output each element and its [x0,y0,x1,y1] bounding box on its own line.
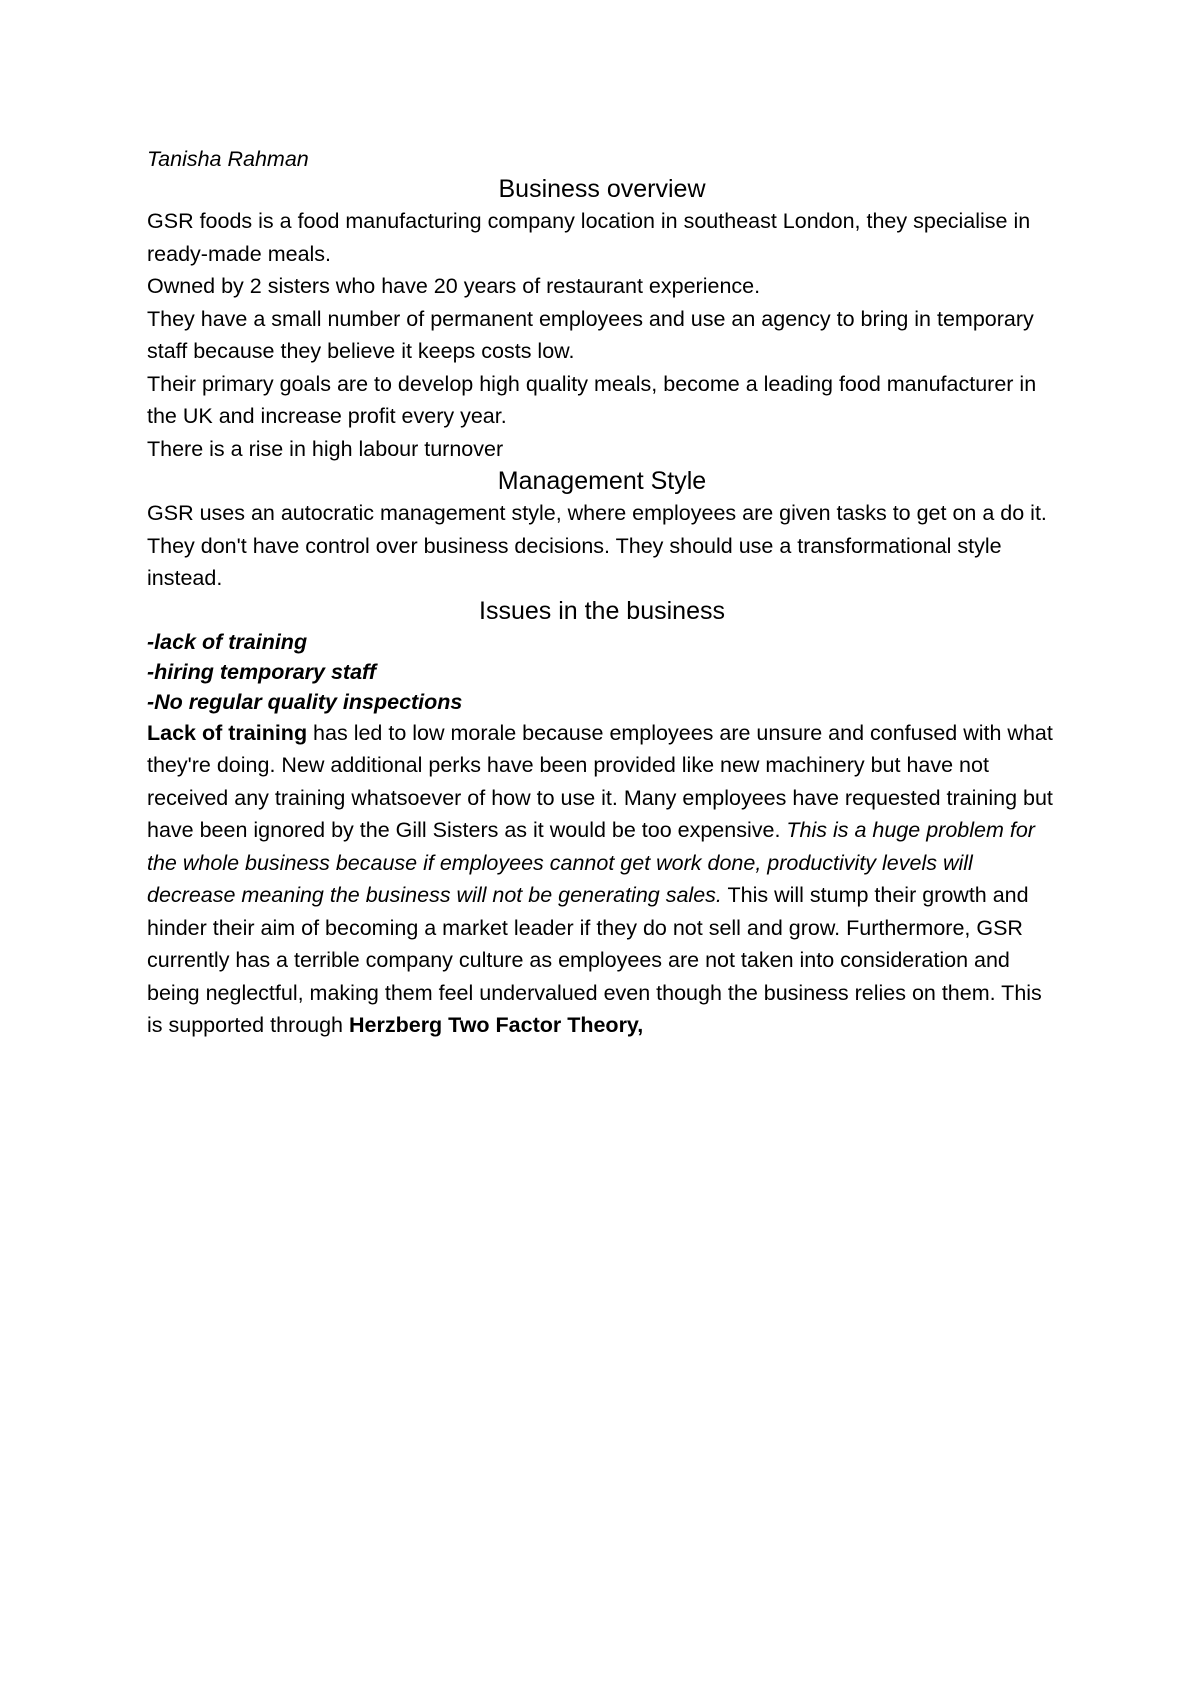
heading-management-style: Management Style [497,467,707,495]
issue-item-1: -lack of training [147,629,308,654]
overview-paragraph-4: Their primary goals are to develop high quality meals, become a leading food manufacturer in the UK and increase profit every year. [147,371,1037,428]
analysis-paragraph [147,717,1057,1042]
analysis-italic: This is a huge problem for the whole business because if employees cannot get work done, productivity levels will decrease meaning the business will not be generating sales. [147,818,1035,907]
analysis-trail-bold: Herzberg Two Factor Theory, [349,1013,644,1037]
issue-item-3: -No regular quality inspections [147,689,463,714]
overview-paragraph-2: Owned by 2 sisters who have 20 years of restaurant experience. [147,274,761,298]
heading-issues: Issues in the business [479,596,725,625]
issue-item-2: -hiring temporary staff [147,659,376,684]
overview-paragraph-5: There is a rise in high labour turnover [147,436,504,461]
analysis-lead-bold: Lack of training [147,720,308,745]
document-content [147,145,1057,1042]
overview-paragraph-1: GSR foods is a food manufacturing company location in southeast London, they specialise in ready-made meals. [147,209,1031,266]
author-name: Tanisha Rahman [147,147,309,171]
analysis-text-1: has led to low morale because employees are unsure and confused with what they're doing. New additional perks have been provided like new machinery but have not received any training whatsoever of how to use it. Many employees have requested training but have been ignored by the Gill Sisters as it would be too expensive. [147,720,1053,842]
management-paragraph: GSR uses an autocratic management style, where employees are given tasks to get on a do it. They don't have control over business decisions. They should use a transformational style instead. [147,501,1047,590]
overview-paragraph-3: They have a small number of permanent employees and use an agency to bring in temporary staff because they believe it keeps costs low. [147,306,1034,363]
heading-business-overview: Business overview [498,175,706,203]
analysis-text-2: This will stump their growth and hinder their aim of becoming a market leader if they do not sell and grow. Furthermore, GSR currently has a terrible company culture as employees are not taken into consideration and being neglectful, making them feel undervalued even though the business relies on them. This is supported through [147,883,1042,1037]
